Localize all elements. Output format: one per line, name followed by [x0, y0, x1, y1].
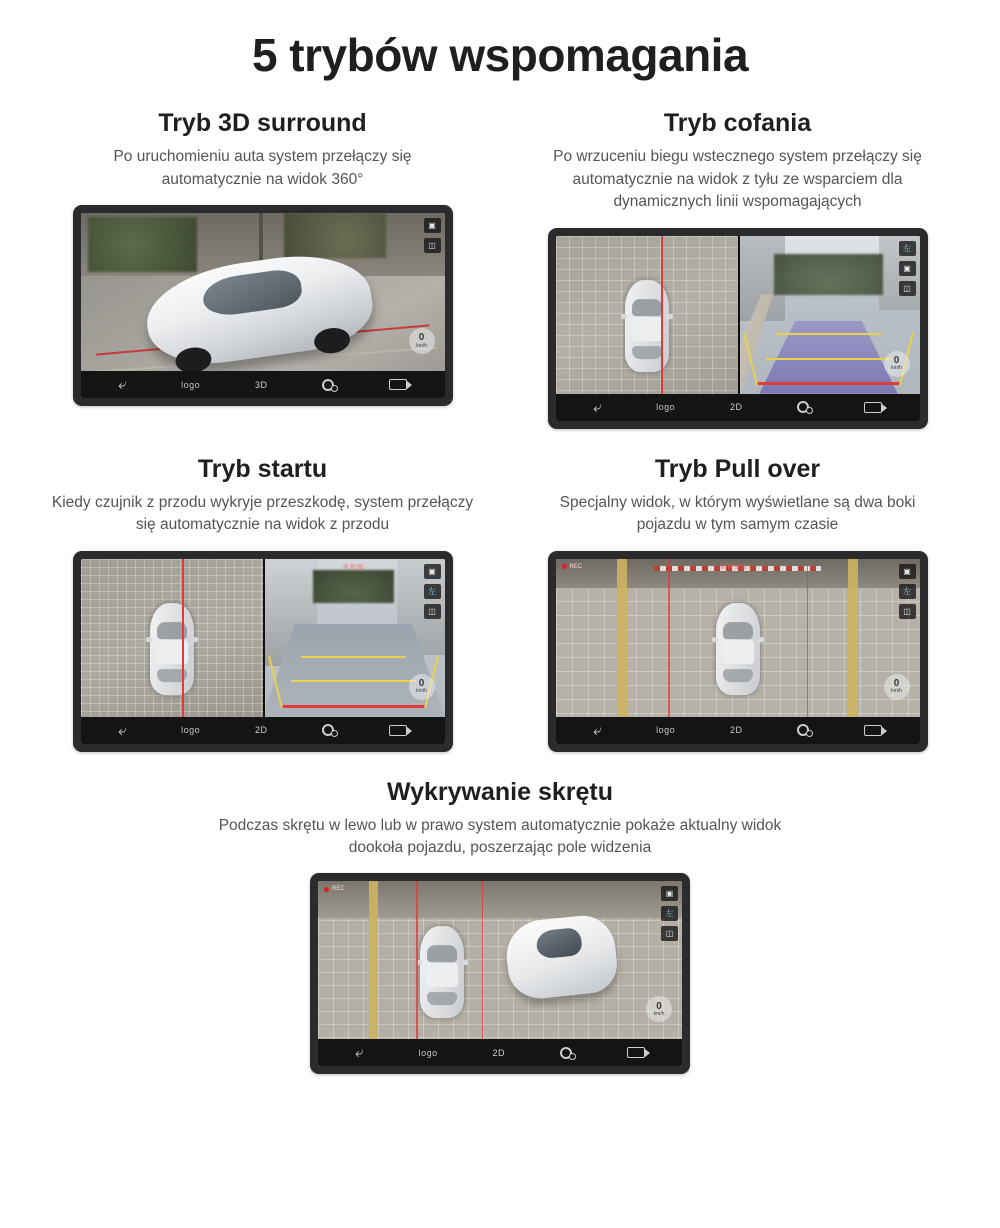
logo-label: logo — [181, 379, 201, 390]
split-view-icon[interactable]: ◫ — [424, 238, 441, 253]
vehicle-top-view — [150, 603, 194, 695]
head-unit-turn-detection — [310, 873, 690, 1074]
speed-value: 0 — [418, 677, 425, 689]
logo-label: logo — [656, 725, 676, 736]
back-icon[interactable]: ⤷ — [592, 398, 602, 416]
red-guide-line-vertical — [182, 559, 184, 717]
speed-value: 0 — [656, 1000, 662, 1012]
split-divider — [263, 559, 265, 717]
settings-icon[interactable] — [797, 724, 809, 736]
head-unit-start — [73, 551, 453, 752]
chinese-top-label: 前视图 — [342, 564, 365, 571]
vehicle-rear-window — [723, 669, 753, 682]
logo-label: logo — [418, 1047, 438, 1058]
speed-badge-reverse — [884, 351, 910, 377]
head-unit-pull-over — [548, 551, 928, 752]
2d-view-icon[interactable]: 2D — [492, 1047, 505, 1058]
settings-icon[interactable] — [560, 1047, 572, 1059]
chinese-label-icon[interactable]: 左 — [661, 906, 678, 921]
mode-title-reverse: Tryb cofania — [663, 109, 812, 138]
mode-desc-turn-detection: Podczas skrętu w lewo lub w prawo system automatycznie pokaże aktualny widok dookoła pojazdu, poszerzając pole widzenia — [218, 816, 782, 856]
mode-card-start — [30, 455, 495, 752]
speed-unit: km/h — [416, 688, 427, 695]
rec-label: REC — [569, 563, 583, 570]
speed-value: 0 — [418, 332, 425, 344]
camera-icon[interactable] — [864, 402, 882, 413]
vehicle-rear-window — [632, 346, 662, 359]
recording-indicator — [562, 564, 583, 570]
mode-card-pull-over — [505, 455, 970, 752]
mode-title-pull-over: Tryb Pull over — [654, 454, 821, 483]
split-view-icon[interactable]: ◫ — [661, 926, 678, 941]
screen-turn-detection[interactable] — [318, 881, 682, 1066]
guide-line-near-red — [281, 705, 427, 708]
camera-icon[interactable] — [864, 725, 882, 736]
dynamic-guide-lines — [281, 656, 427, 708]
treeline — [313, 570, 393, 603]
speed-badge-pull-over — [884, 674, 910, 700]
2d-view-icon[interactable]: 2D — [729, 402, 743, 413]
settings-icon[interactable] — [797, 401, 809, 413]
image-icon[interactable]: ▣ — [424, 564, 441, 579]
chinese-label-icon[interactable]: 左 — [899, 584, 916, 599]
back-icon[interactable]: ⤷ — [355, 1044, 364, 1062]
image-icon[interactable]: ▣ — [899, 564, 916, 579]
chinese-top-label: 前视图显示 — [719, 564, 756, 571]
settings-icon[interactable] — [322, 724, 334, 736]
back-icon[interactable]: ⤷ — [117, 376, 127, 394]
vehicle-mirror-right — [462, 960, 468, 965]
rec-dot-icon — [562, 564, 567, 569]
yellow-lane-line-left — [617, 559, 627, 717]
image-icon[interactable]: ▣ — [424, 218, 441, 233]
yellow-lane-line-right — [848, 559, 858, 717]
guide-line-near-red — [756, 382, 902, 385]
image-icon[interactable]: ▣ — [899, 261, 916, 276]
vehicle-mirror-left — [146, 637, 152, 642]
split-view-icon[interactable]: ◫ — [899, 604, 916, 619]
red-guide-line-vertical — [661, 236, 663, 394]
screen-pull-over[interactable] — [556, 559, 920, 744]
mode-title-start: Tryb startu — [197, 454, 328, 483]
mode-card-reverse — [505, 109, 970, 428]
back-icon[interactable]: ⤷ — [117, 721, 127, 739]
guide-line-far — [301, 656, 406, 658]
red-guide-line-left — [416, 881, 418, 1039]
mode-card-3d-surround — [30, 109, 495, 428]
logo-label: logo — [181, 725, 201, 736]
red-guide-line-right — [807, 559, 809, 717]
vehicle-rear-window — [427, 992, 457, 1005]
bush-left — [88, 217, 197, 273]
bottom-toolbar-3d — [81, 371, 445, 398]
modes-grid — [0, 83, 1000, 1074]
chinese-label-icon[interactable]: 左 — [424, 584, 441, 599]
split-divider — [738, 236, 740, 394]
head-unit-reverse — [548, 228, 928, 429]
2d-view-icon[interactable]: 2D — [729, 725, 743, 736]
split-view-icon[interactable]: ◫ — [424, 604, 441, 619]
camera-icon[interactable] — [627, 1047, 645, 1058]
screen-side-rail-turn — [661, 886, 678, 941]
mode-title-turn-detection: Wykrywanie skrętu — [386, 777, 614, 806]
split-view-icon[interactable]: ◫ — [899, 281, 916, 296]
dynamic-guide-lines — [756, 333, 902, 385]
mode-desc-3d-surround: Po uruchomieniu auta system przełączy się automatycznie na widok 360° — [113, 148, 412, 188]
recording-indicator — [324, 886, 345, 892]
screen-3d-surround[interactable] — [81, 213, 445, 398]
red-guide-line-left — [668, 559, 670, 717]
speed-badge-start — [409, 674, 435, 700]
bottom-toolbar-turn — [318, 1039, 682, 1066]
red-guide-line-right — [482, 881, 484, 1039]
treeline — [774, 254, 883, 295]
page-title: 5 trybów wspomagania — [251, 29, 749, 81]
bottom-toolbar-reverse — [556, 394, 920, 421]
screen-side-rail-3d — [424, 218, 441, 253]
vehicle-windshield — [632, 299, 662, 316]
vehicle-mirror-right — [758, 637, 764, 642]
speed-unit: km/h — [653, 1011, 665, 1018]
vehicle-mirror-right — [192, 637, 198, 642]
vehicle-roof — [426, 963, 458, 987]
camera-icon[interactable] — [389, 725, 407, 736]
screen-side-rail-start — [424, 564, 441, 619]
infographic-page — [0, 28, 1000, 1228]
vehicle-mirror-left — [712, 637, 718, 642]
head-unit-3d-surround — [73, 205, 453, 406]
vehicle-top-view — [716, 603, 760, 695]
yellow-lane-line-left — [369, 881, 378, 1039]
mode-desc-pull-over: Specjalny widok, w którym wyświetlane są dwa boki pojazdu w tym samym czasie — [559, 493, 916, 534]
vehicle-top-view — [420, 926, 464, 1018]
vehicle-roof — [631, 317, 663, 341]
speed-value: 0 — [893, 354, 900, 366]
screen-side-rail-reverse — [899, 241, 916, 296]
mode-card-turn-detection — [30, 778, 970, 1075]
oncoming-vehicle — [504, 913, 621, 1002]
screen-reverse[interactable] — [556, 236, 920, 421]
image-icon[interactable]: ▣ — [661, 886, 678, 901]
speed-unit: km/h — [416, 342, 427, 349]
vehicle-roof — [722, 640, 754, 664]
speed-badge-3d — [409, 328, 435, 354]
vehicle-mirror-left — [621, 314, 627, 319]
camera-icon[interactable] — [389, 379, 407, 390]
settings-icon[interactable] — [322, 379, 334, 391]
vehicle-mirror-right — [667, 314, 673, 319]
vehicle-windshield — [427, 945, 457, 962]
speed-unit: km/h — [891, 365, 902, 372]
speed-value: 0 — [893, 677, 900, 689]
back-icon[interactable]: ⤷ — [592, 721, 602, 739]
mode-title-3d-surround: Tryb 3D surround — [158, 109, 367, 138]
rec-dot-icon — [324, 887, 329, 892]
guide-line-far — [776, 333, 881, 335]
guide-line-mid — [291, 680, 416, 682]
bottom-toolbar-start — [81, 717, 445, 744]
speed-unit: km/h — [891, 688, 902, 695]
2d-view-icon[interactable]: 2D — [254, 725, 268, 736]
vehicle-windshield — [723, 622, 753, 639]
screen-start[interactable] — [81, 559, 445, 744]
mode-desc-start: Kiedy czujnik z przodu wykryje przeszkodę, system przełączy się automatycznie na widok z przodu — [51, 493, 474, 534]
3d-view-icon[interactable]: 3D — [254, 379, 268, 390]
vehicle-body — [504, 913, 621, 1002]
rec-label: REC — [332, 886, 345, 893]
mode-desc-reverse: Po wrzuceniu biegu wstecznego system przełączy się automatycznie na widok z tyłu ze wsparciem dla dynamicznych linii wspomagających — [553, 148, 922, 211]
logo-label: logo — [656, 402, 676, 413]
screen-side-rail-pull-over — [899, 564, 916, 619]
chinese-label-icon[interactable]: 左 — [899, 241, 916, 256]
guide-line-mid — [766, 358, 891, 360]
bottom-toolbar-pull-over — [556, 717, 920, 744]
